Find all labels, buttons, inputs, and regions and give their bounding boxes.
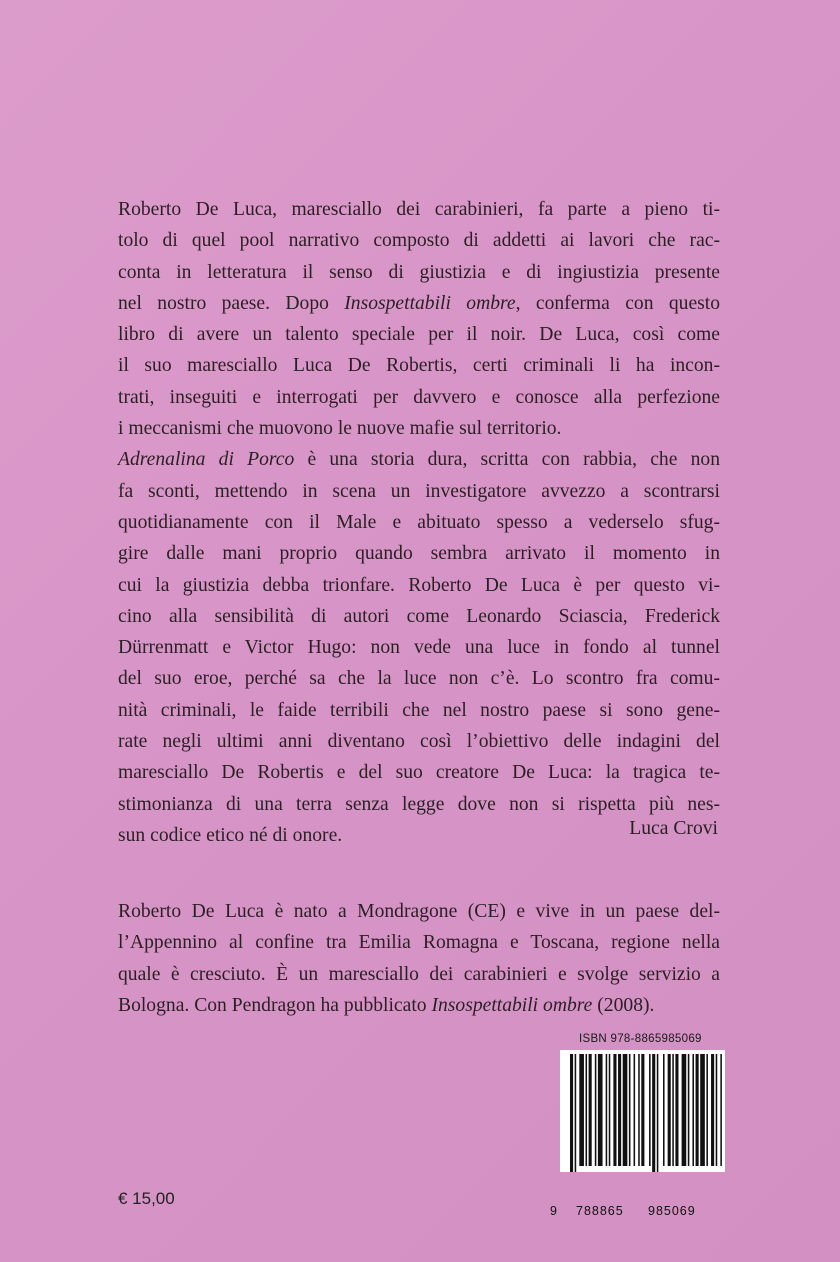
barcode-bar [682, 1054, 687, 1166]
barcode-bar [613, 1054, 616, 1166]
barcode-bar [638, 1054, 640, 1166]
book-title: Adrenalina di Porco [118, 449, 295, 471]
blurb-line: nel nostro paese. Dopo Insospettabili ombre, conferma con questo [118, 292, 721, 314]
barcode-bar [634, 1054, 636, 1166]
book-title: Insospettabili ombre [344, 292, 516, 314]
barcode-bar [579, 1054, 584, 1166]
blurb-line: cino alla sensibilità di autori come Leonardo Sciascia, Frederick [118, 605, 720, 627]
barcode-bar [700, 1054, 705, 1166]
barcode-bar [716, 1054, 718, 1166]
book-title: Insospettabili ombre [431, 994, 593, 1016]
blurb-line: rate negli ultimi anni diventano così l’obiettivo delle indagini del [118, 731, 720, 753]
barcode-bar [606, 1054, 608, 1166]
barcode-digits-right: 985069 [648, 1204, 696, 1218]
barcode-bar [629, 1054, 631, 1166]
blurb-line: nità criminali, le faide terribili che nel nostro paese si sono gene- [118, 699, 720, 721]
barcode-bar [649, 1054, 651, 1166]
barcode-bar [609, 1054, 611, 1166]
blurb-line: tolo di quel pool narrativo composto di addetti ai lavori che rac- [118, 230, 720, 252]
barcode-bar [595, 1054, 597, 1166]
barcode-bar [675, 1054, 678, 1166]
blurb-line: quotidianamente con il Male e abituato spesso a vederselo sfug- [118, 511, 720, 533]
blurb-line: Adrenalina di Porco è una storia dura, scritta con rabbia, che non [118, 449, 720, 471]
barcode-bar [688, 1054, 690, 1166]
barcode-bar [618, 1054, 621, 1166]
barcode-bar [623, 1054, 628, 1166]
barcode-bar [575, 1054, 577, 1172]
blurb-line: gire dalle mani proprio quando sembra arrivato il momento in [118, 543, 720, 565]
blurb-line: conta in letteratura il senso di giustizia e di ingiustizia presente [118, 261, 720, 283]
barcode-bar [589, 1054, 592, 1166]
blurb-text [118, 194, 720, 851]
blurb-signature: Luca Crovi [629, 818, 718, 839]
barcode-bar [570, 1054, 573, 1172]
blurb-line: cui la giustizia debba trionfare. Roberto De Luca è per questo vi- [118, 574, 720, 596]
bio-line: Bologna. Con Pendragon ha pubblicato Insospettabili ombre (2008). [118, 994, 655, 1016]
barcode-bar [657, 1054, 659, 1172]
blurb-line: i meccanismi che muovono le nuove mafie sul territorio. [118, 418, 562, 440]
blurb-line: del suo eroe, perché sa che la luce non c’è. Lo scontro fra comu- [118, 668, 720, 690]
barcode-bar [641, 1054, 644, 1166]
barcode-bar [720, 1054, 722, 1166]
blurb-line: Dürrenmatt e Victor Hugo: non vede una luce in fondo al tunnel [118, 637, 720, 659]
blurb-line: Roberto De Luca, maresciallo dei carabinieri, fa parte a pieno ti- [118, 199, 720, 220]
barcode [550, 1050, 725, 1218]
barcode-digits-left: 788865 [576, 1204, 624, 1218]
blurb-line: stimonianza di una terra senza legge dove non si rispetta più nes- [118, 793, 720, 815]
barcode-bars [560, 1050, 725, 1222]
barcode-bar [668, 1054, 671, 1166]
blurb-line: maresciallo De Robertis e del suo creatore De Luca: la tragica te- [118, 762, 720, 784]
blurb-line: sun codice etico né di onore. [118, 824, 343, 846]
isbn-label: ISBN 978-8865985069 [579, 1033, 702, 1045]
barcode-digit-first: 9 [550, 1204, 558, 1218]
price-label: € 15,00 [118, 1189, 175, 1208]
blurb-line: il suo maresciallo Luca De Robertis, certi criminali li ha incon- [118, 355, 720, 377]
barcode-bar [652, 1054, 655, 1172]
barcode-bar [663, 1054, 665, 1166]
barcode-bar [586, 1054, 588, 1166]
blurb-line: libro di avere un talento speciale per il noir. De Luca, così come [118, 324, 720, 346]
barcode-bar [672, 1054, 674, 1166]
barcode-bar [696, 1054, 699, 1166]
blurb-line: trati, inseguiti e interrogati per davvero e conosce alla perfezione [118, 386, 720, 408]
author-bio [118, 896, 720, 1021]
bio-line: quale è cresciuto. È un maresciallo dei carabinieri e svolge servizio a [118, 963, 720, 985]
barcode-bar [706, 1054, 708, 1166]
barcode-bar [711, 1054, 714, 1166]
blurb-line: fa sconti, mettendo in scena un investigatore avvezzo a scontrarsi [118, 480, 720, 502]
bio-line: Roberto De Luca è nato a Mondragone (CE) e vive in un paese del- [118, 901, 720, 922]
barcode-bar [692, 1054, 694, 1166]
barcode-bar [598, 1054, 603, 1166]
bio-line: l’Appennino al confine tra Emilia Romagna e Toscana, regione nella [118, 932, 720, 954]
